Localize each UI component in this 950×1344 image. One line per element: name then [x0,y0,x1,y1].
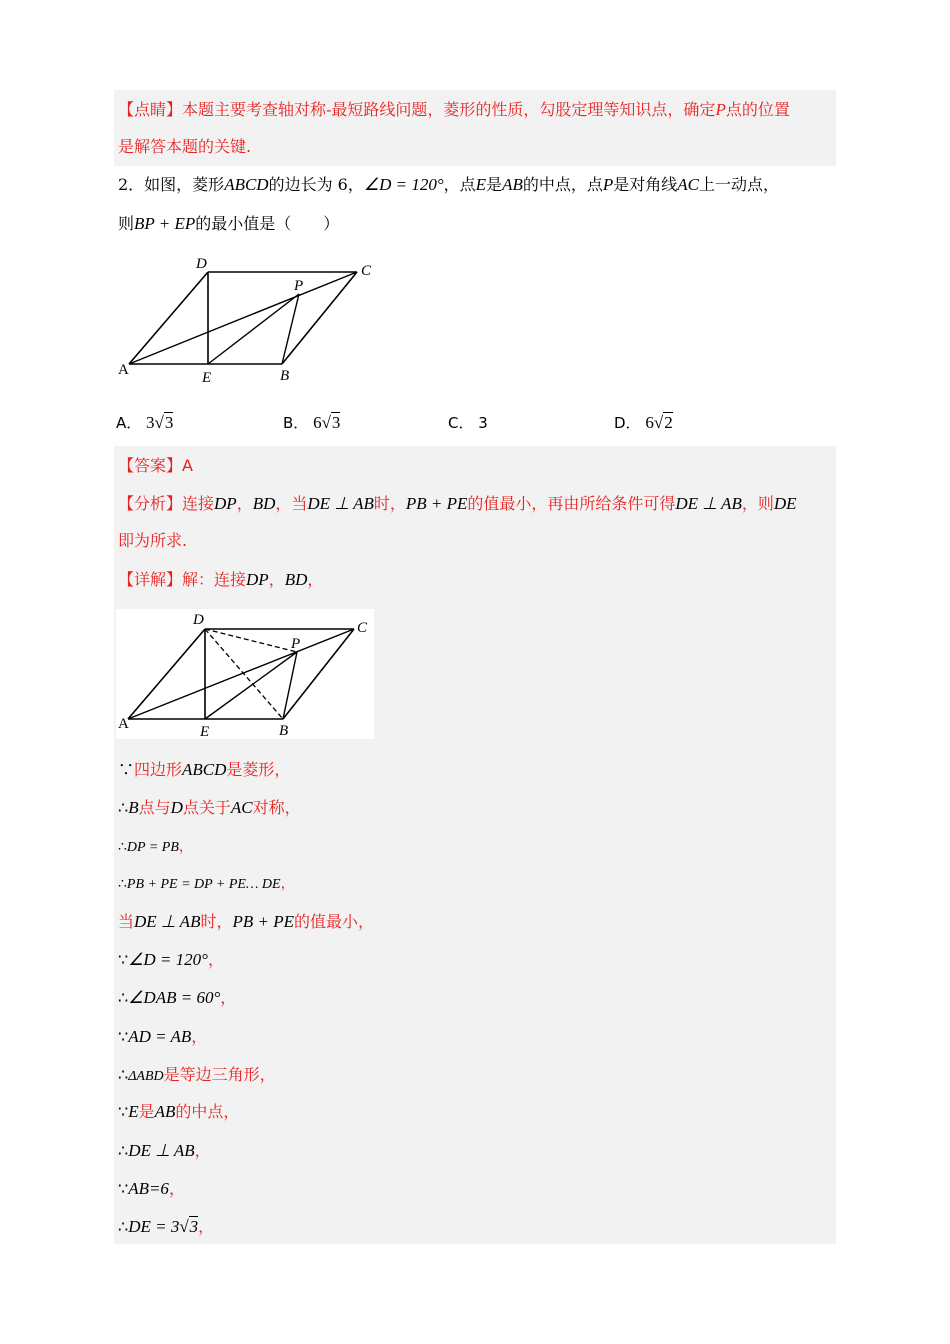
step-3 [118,837,193,858]
q-shape: ABCD [224,175,269,194]
step-5-math2: PB + PE [232,912,294,931]
option-c-letter: C． [448,414,474,432]
q-ac: AC [677,175,700,194]
answer-value: A [182,456,193,475]
fig2-label-e: E [200,724,210,739]
analysis-line-1 [118,494,797,514]
option-a-rad: 3 [164,413,174,432]
step-5-math: DE ⊥ AB [134,912,201,931]
q-pre: 则 [118,214,135,233]
step-3-math: DP = PB [126,840,179,855]
q-post: 的最小值是（ ） [195,214,340,233]
note-tag: 【点睛】 [118,100,183,119]
analysis-t4: 的值最小，再由所给条件可得 [467,494,676,513]
q-e: E [475,175,487,194]
detail-c2: ， [307,570,324,589]
analysis-cond2: DE ⊥ AB [675,494,742,513]
option-b[interactable]: B． 6√3 [283,413,341,432]
step-13-text: ， [198,1217,215,1236]
detail-line [118,570,323,590]
step-1-text2: 是菱形， [226,760,291,779]
step-10-math: E [128,1102,139,1121]
step-10-text2: 的中点， [175,1102,240,1121]
fig2-label-b: B [279,723,289,739]
step-6-text: ， [207,950,224,969]
step-7 [118,988,236,1008]
option-b-letter: B． [283,414,309,432]
step-2-text3: 对称， [252,798,301,817]
step-3-text: ， [178,839,193,855]
fig2-label-d: D [193,612,204,628]
q-text6: 上一动点， [699,175,780,194]
question-line-2 [118,214,339,234]
step-9-sym: ∴ [118,1065,129,1084]
note-text-1-end: 点的位置 [725,100,790,119]
step-12 [118,1179,185,1199]
step-5 [118,912,374,932]
option-c[interactable] [448,412,488,433]
note-var-p: P [715,100,726,119]
q-text3: 是 [486,175,503,194]
analysis-sum: PB + PE [405,494,468,513]
question-line-1 [118,175,779,195]
fig2-label-p: P [291,636,301,652]
analysis-bd: BD [252,494,276,513]
step-8 [118,1027,207,1047]
step-8-sym: ∵ [118,1027,129,1046]
step-4 [118,874,295,895]
analysis-tag: 【分析】 [118,494,183,513]
step-7-sym: ∴ [118,988,129,1007]
step-1-text: 四边形 [134,760,183,779]
fig1-label-d: D [196,256,207,272]
option-a-letter: A． [116,414,142,432]
option-d-coef: 6 [645,413,654,432]
step-2 [118,798,301,818]
step-11 [118,1141,211,1161]
analysis-line-2: 即为所求. [118,531,188,550]
option-c-coef: 3 [478,414,488,432]
step-6 [118,950,224,970]
answer-line [118,456,193,476]
step-5-text: 时， [200,912,233,931]
q-expr: BP + EP [134,214,196,233]
step-13-sym: ∴ [118,1217,129,1236]
option-d-letter: D． [614,414,641,432]
option-d-rad: 2 [664,413,673,432]
step-3-sym: ∴ [118,839,127,855]
step-12-math: AB=6 [128,1179,169,1198]
analysis-de: DE [773,494,797,513]
step-1-math: ABCD [182,760,227,779]
step-12-text: ， [168,1179,185,1198]
step-11-sym: ∴ [118,1141,129,1160]
step-6-math: ∠D = 120° [128,950,208,969]
question-number: 2．如图，菱形 [118,175,225,194]
step-9 [118,1065,276,1087]
analysis-c1: ， [236,494,253,513]
q-text1: 的边长为 6， [268,175,364,194]
step-9-math: ΔABD [128,1069,164,1084]
step-2-sym: ∴ [118,798,129,817]
step-2-math2: D [170,798,183,817]
step-2-math: B [128,798,139,817]
analysis-t5: ，则 [741,494,774,513]
analysis-t1: 连接 [182,494,215,513]
solution-block [114,446,836,1244]
step-4-sym: ∴ [118,876,127,892]
detail-tag: 【详解】 [118,570,183,589]
fig1-label-a: A [118,362,129,378]
analysis-cond: DE ⊥ AB [307,494,374,513]
analysis-t2: ，当 [275,494,308,513]
answer-tag: 【答案】 [118,456,183,475]
q-text4: 的中点，点 [522,175,603,194]
step-11-text: ， [194,1141,211,1160]
step-2-math3: AC [230,798,253,817]
step-4-math: PB + PE = DP + PE… DE [126,877,281,892]
step-9-text: 是等边三角形， [163,1065,276,1084]
note-line-1 [118,100,790,120]
analysis-dp: DP [214,494,237,513]
step-7-text: ， [220,988,237,1007]
q-text5: 是对角线 [613,175,678,194]
option-b-coef: 6 [313,413,322,432]
step-8-math: AD = AB [128,1027,192,1046]
step-4-text: ， [280,876,295,892]
q-angle: ∠D = 120° [363,175,444,194]
fig1-label-e: E [202,370,212,386]
option-b-rad: 3 [331,413,341,432]
step-5-sym: 当 [118,912,135,931]
step-1-sym: ∵ [118,760,135,779]
note-text-1: 本题主要考查轴对称-最短路线问题，菱形的性质，勾股定理等知识点，确定 [182,100,716,119]
option-a[interactable]: A． 3√3 [116,413,174,432]
note-line-2: 是解答本题的关键. [118,137,252,156]
fig1-label-p: P [294,278,304,294]
step-6-sym: ∵ [118,950,129,969]
option-a-coef: 3 [146,413,155,432]
detail-t1: 解：连接 [182,570,247,589]
fig2-label-a: A [118,716,129,732]
step-7-math: ∠DAB = 60° [128,988,221,1007]
step-11-math: DE ⊥ AB [128,1141,195,1160]
option-d[interactable]: D． 6√2 [614,413,673,432]
step-2-text2: 点关于 [182,798,231,817]
rhombus-figure-2 [116,609,374,739]
step-13-rad: 3 [189,1217,199,1236]
step-10-math2: AB [154,1102,176,1121]
detail-bd: BD [284,570,308,589]
q-text2: ，点 [443,175,476,194]
step-13-math: DE = 3 [128,1217,180,1236]
fig2-label-c: C [357,620,368,636]
step-5-text2: 的值最小， [293,912,374,931]
fig1-label-c: C [361,263,372,279]
step-10-text: 是 [138,1102,155,1121]
analysis-t3: 时， [373,494,406,513]
step-8-text: ， [191,1027,208,1046]
q-p: P [602,175,614,194]
detail-c1: ， [268,570,285,589]
fig1-label-b: B [280,368,290,384]
step-13: ∴DE = 3√3， [118,1217,215,1236]
step-12-sym: ∵ [118,1179,129,1198]
step-10 [118,1102,239,1122]
detail-dp: DP [246,570,269,589]
step-10-sym: ∵ [118,1102,129,1121]
q-ab: AB [502,175,523,194]
rhombus-figure-1 [114,250,384,390]
step-1 [118,760,290,780]
step-2-text: 点与 [138,798,171,817]
